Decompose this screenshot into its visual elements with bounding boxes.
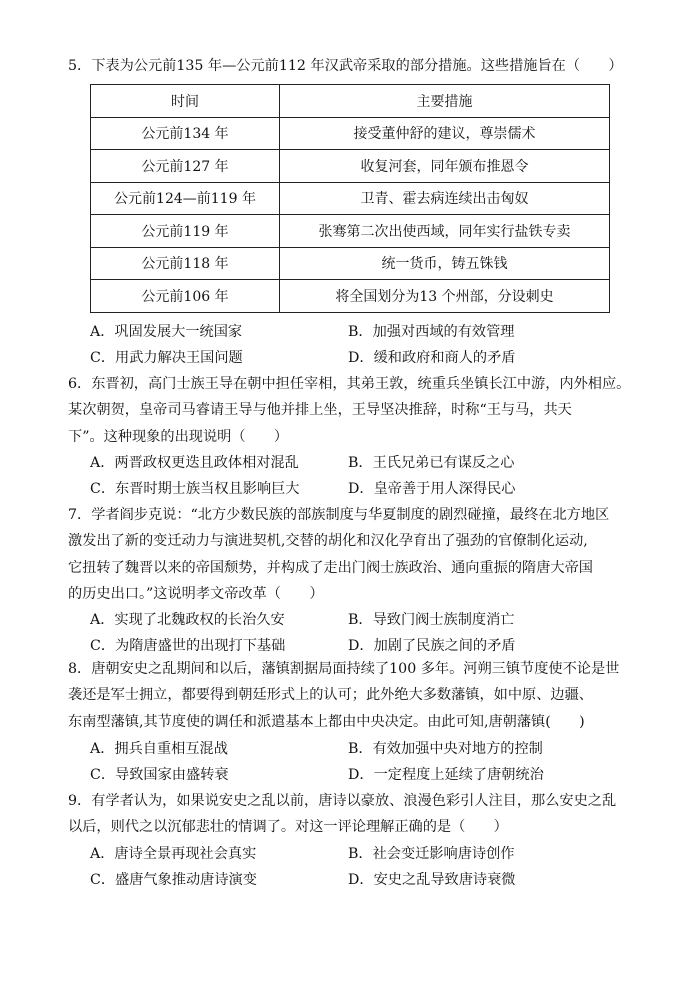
table-cell-time: 公元前106 年 xyxy=(91,280,280,313)
question-9-options xyxy=(90,841,630,894)
table-row xyxy=(91,117,610,150)
question-7 xyxy=(68,502,640,607)
table-header-row xyxy=(91,85,610,118)
option-b[interactable]: B．王氏兄弟已有谋反之心 xyxy=(348,455,515,471)
table-cell-time: 公元前118 年 xyxy=(91,247,280,280)
option-d[interactable]: D．安史之乱导致唐诗衰微 xyxy=(348,872,516,889)
option-d[interactable]: D．加剧了民族之间的矛盾 xyxy=(348,638,516,655)
option-c[interactable]: C．为隋唐盛世的出现打下基础 xyxy=(90,638,286,655)
question-6 xyxy=(68,371,640,450)
table-cell-measure: 张骞第二次出使西域，同年实行盐铁专卖 xyxy=(280,215,610,248)
option-b[interactable]: B．导致门阀士族制度消亡 xyxy=(348,612,515,628)
question-9-line: 以后，则代之以沉郁悲壮的情调了。对这一评论理解正确的是（ ） xyxy=(68,819,508,836)
table-cell-time: 公元前127 年 xyxy=(91,150,280,183)
question-7-line: 的历史出口。”这说明孝文帝改革（ ） xyxy=(68,585,324,602)
option-d[interactable]: D．一定程度上延续了唐朝统治 xyxy=(348,767,544,784)
question-7-line: 它扭转了魏晋以来的帝国颓势，并构成了走出门阀士族政治、通向重振的隋唐大帝国 xyxy=(68,559,593,576)
question-7-line: 7．学者阎步克说：“北方少数民族的部族制度与华夏制度的剧烈碰撞，最终在北方地区 xyxy=(68,507,610,523)
option-b[interactable]: B．社会变迁影响唐诗创作 xyxy=(348,846,515,862)
option-a[interactable]: A．拥兵自重相互混战 xyxy=(90,741,228,757)
question-8-line: 东南型藩镇,其节度使的调任和派遣基本上都由中央决定。由此可知,唐朝藩镇( ) xyxy=(68,713,585,730)
option-d[interactable]: D．皇帝善于用人深得民心 xyxy=(348,481,516,498)
question-6-line: 下”。这种现象的出现说明（ ） xyxy=(68,428,289,445)
question-6-line: 6．东晋初，高门士族王导在朝中担任宰相，其弟王敦，统重兵坐镇长江中游，内外相应。 xyxy=(68,376,631,392)
question-7-options xyxy=(90,607,630,660)
option-d[interactable]: D．缓和政府和商人的矛盾 xyxy=(348,350,516,367)
question-9-line: 9．有学者认为，如果说安史之乱以前，唐诗以豪放、浪漫色彩引人注目，那么安史之乱 xyxy=(68,793,617,809)
question-6-line: 某次朝贺，皇帝司马睿请王导与他并排上坐，王导坚决推辞，时称“王与马，共天 xyxy=(68,402,572,419)
table-header-measures: 主要措施 xyxy=(280,85,610,118)
table-row xyxy=(91,182,610,215)
table-row xyxy=(91,215,610,248)
table-row xyxy=(91,150,610,183)
table-cell-measure: 接受董仲舒的建议，尊崇儒术 xyxy=(280,117,610,150)
option-b[interactable]: B．有效加强中央对地方的控制 xyxy=(348,741,543,757)
option-b[interactable]: B．加强对西域的有效管理 xyxy=(348,324,515,340)
question-9 xyxy=(68,788,640,841)
table-cell-measure: 将全国划分为13 个州部，分设刺史 xyxy=(280,280,610,313)
question-8 xyxy=(68,656,640,735)
table-cell-measure: 收复河套，同年颁布推恩令 xyxy=(280,150,610,183)
question-8-line: 袭还是军士拥立，都要得到朝廷形式上的认可；此外绝大多数藩镇，如中原、边疆、 xyxy=(68,687,593,704)
question-6-options xyxy=(90,450,630,503)
table-cell-time: 公元前119 年 xyxy=(91,215,280,248)
table-cell-measure: 卫青、霍去病连续出击匈奴 xyxy=(280,182,610,215)
question-8-options xyxy=(90,736,630,789)
measures-table xyxy=(90,84,610,313)
option-c[interactable]: C．东晋时期士族当权且影响巨大 xyxy=(90,481,300,498)
table-cell-time: 公元前124—前119 年 xyxy=(91,182,280,215)
question-5-options xyxy=(90,319,630,372)
option-a[interactable]: A．实现了北魏政权的长治久安 xyxy=(90,612,285,628)
table-row xyxy=(91,280,610,313)
option-c[interactable]: C．用武力解决王国问题 xyxy=(90,350,243,367)
question-7-line: 激发出了新的变迁动力与演进契机,交替的胡化和汉化孕育出了强劲的官僚制化运动, xyxy=(68,533,588,550)
option-a[interactable]: A．唐诗全景再现社会真实 xyxy=(90,846,257,862)
table-cell-time: 公元前134 年 xyxy=(91,117,280,150)
table-row xyxy=(91,247,610,280)
option-a[interactable]: A．巩固发展大一统国家 xyxy=(90,324,243,340)
question-8-line: 8．唐朝安史之乱期间和以后，藩镇割据局面持续了100 多年。河朔三镇节度使不论是世 xyxy=(68,661,620,677)
option-c[interactable]: C．导致国家由盛转衰 xyxy=(90,767,229,784)
option-a[interactable]: A．两晋政权更迭且政体相对混乱 xyxy=(90,455,299,471)
question-5-stem: 5．下表为公元前135 年—公元前112 年汉武帝采取的部分措施。这些措施旨在（ ） xyxy=(68,58,623,74)
option-c[interactable]: C．盛唐气象推动唐诗演变 xyxy=(90,872,257,889)
table-cell-measure: 统一货币，铸五铢钱 xyxy=(280,247,610,280)
table-header-time: 时间 xyxy=(91,85,280,118)
question-5 xyxy=(68,53,640,79)
